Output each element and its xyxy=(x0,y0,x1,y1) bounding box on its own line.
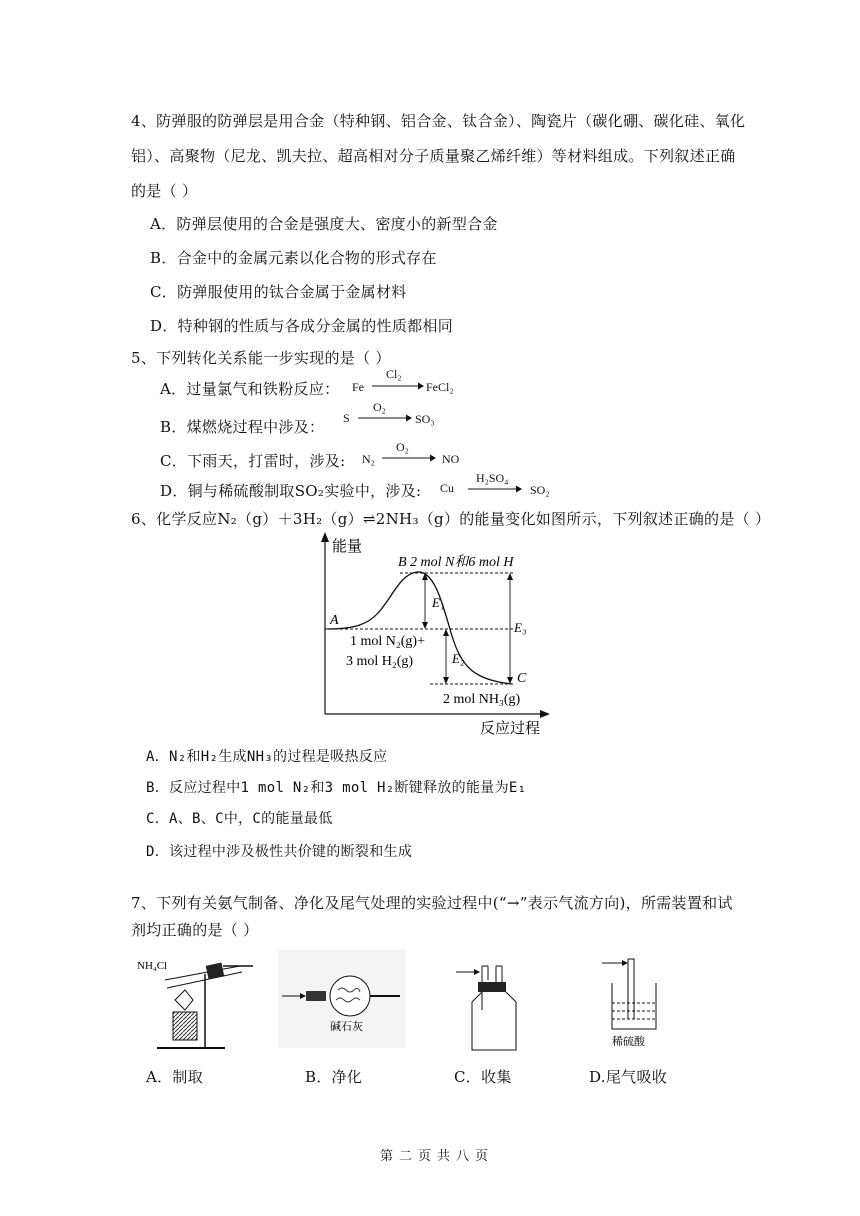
reaction-arrow-icon xyxy=(468,484,522,494)
e3-label: E₃ xyxy=(514,620,527,635)
page-footer: 第二页共八页 xyxy=(380,1149,495,1164)
reaction-arrow-icon xyxy=(372,381,424,391)
q5-option-c-reaction xyxy=(362,440,512,470)
q5-option-d-reaction xyxy=(440,471,570,501)
q7-caption-c: C．收集 xyxy=(454,1068,512,1086)
x-axis-label: 反应过程 xyxy=(480,721,541,737)
product: SO₃ xyxy=(415,412,435,426)
q6-option-d: D．该过程中涉及极性共价键的断裂和生成 xyxy=(146,844,413,860)
reactant: S xyxy=(343,411,350,425)
reagent: O₂ xyxy=(396,440,409,454)
q7-caption-d: D.尾气吸收 xyxy=(589,1068,668,1086)
q5-option-a-reaction xyxy=(352,368,502,398)
point-a-label: A xyxy=(330,613,339,628)
q5-option-d-label: D．铜与稀硫酸制取SO₂实验中，涉及: xyxy=(160,482,422,500)
q4-option-c: C．防弹服使用的钛合金属于金属材料 xyxy=(150,283,407,301)
q4-stem-line1: 4、防弹服的防弹层是用合金（特种钢、铝合金、钛合金）、陶瓷片（碳化硼、碳化硅、氧化 xyxy=(131,112,746,130)
apparatus-a-heating xyxy=(135,952,255,1056)
q4-option-d: D．特种钢的性质与各成分金属的性质都相同 xyxy=(150,317,454,335)
y-axis-arrow-icon xyxy=(321,532,329,542)
reagent: Cl₂ xyxy=(386,367,402,381)
product-label: 2 mol NH₃(g) xyxy=(443,692,521,707)
y-axis-label: 能量 xyxy=(332,539,363,555)
q7-caption-b: B．净化 xyxy=(305,1068,363,1086)
top-label: B 2 mol N和6 mol H xyxy=(398,555,514,570)
q4-option-b: B．合金中的金属元素以化合物的形式存在 xyxy=(150,249,437,267)
nh4cl-label: NH₄Cl xyxy=(137,960,168,972)
e2-label: E₂ xyxy=(452,651,465,666)
reactant: Cu xyxy=(440,481,455,495)
q6-option-b: B．反应过程中1 mol N₂和3 mol H₂断键释放的能量为E₁ xyxy=(146,780,527,796)
reactant-line1: 1 mol N₂(g)+ xyxy=(350,634,425,649)
reactant: Fe xyxy=(352,380,364,394)
q7-stem-line1: 7、下列有关氨气制备、净化及尾气处理的实验过程中(“→”表示气流方向)，所需装置和试 xyxy=(131,894,733,912)
reagent: O₂ xyxy=(373,400,386,414)
energy-diagram xyxy=(300,528,560,740)
soda-lime-label: 碱石灰 xyxy=(330,1021,363,1033)
q4-option-a: A．防弹层使用的合金是强度大、密度小的新型合金 xyxy=(150,215,498,233)
product: NO xyxy=(442,452,460,466)
q4-stem-line2: 铝）、高聚物（尼龙、凯夫拉、超高相对分子质量聚乙烯纤维）等材料组成。下列叙述正确 xyxy=(131,147,736,165)
x-axis-arrow-icon xyxy=(540,710,550,718)
reaction-arrow-icon xyxy=(382,453,436,463)
point-c-label: C xyxy=(517,671,527,686)
reactant: N₂ xyxy=(362,452,375,466)
q7-caption-a: A．制取 xyxy=(146,1068,204,1086)
q6-option-a: A．N₂和H₂生成NH₃的过程是吸热反应 xyxy=(146,749,388,765)
apparatus-d-beaker xyxy=(598,953,678,1049)
q7-stem-line2: 剂均正确的是（ ） xyxy=(131,921,259,939)
q6-option-c: C．A、B、C中，C的能量最低 xyxy=(146,811,333,827)
reactant-line2: 3 mol H₂(g) xyxy=(346,654,414,669)
reaction-arrow-icon xyxy=(358,413,412,423)
reagent: H₂SO₄ xyxy=(476,471,509,485)
product: SO₂ xyxy=(530,483,550,497)
q6-stem: 6、化学反应N₂（g）＋3H₂（g）⇌2NH₃（g）的能量变化如图所示，下列叙述正确的是（ ） xyxy=(131,510,771,528)
apparatus-c-gas-bottle xyxy=(448,958,528,1054)
q5-stem: 5、下列转化关系能一步实现的是（ ） xyxy=(131,349,391,367)
apparatus-b-drying-tube xyxy=(278,950,408,1050)
q5-option-c-label: C．下雨天，打雷时，涉及: xyxy=(160,452,346,470)
q5-option-b-reaction xyxy=(343,400,493,433)
e1-label: E₁ xyxy=(432,595,445,610)
product: FeCl₂ xyxy=(426,380,454,394)
q5-option-b-label: B．煤燃烧过程中涉及： xyxy=(160,418,325,436)
q5-option-a-label: A．过量氯气和铁粉反应： xyxy=(160,380,340,398)
dilute-h2so4-label: 稀硫酸 xyxy=(612,1036,645,1048)
q4-stem-line3: 的是（ ） xyxy=(131,182,198,200)
